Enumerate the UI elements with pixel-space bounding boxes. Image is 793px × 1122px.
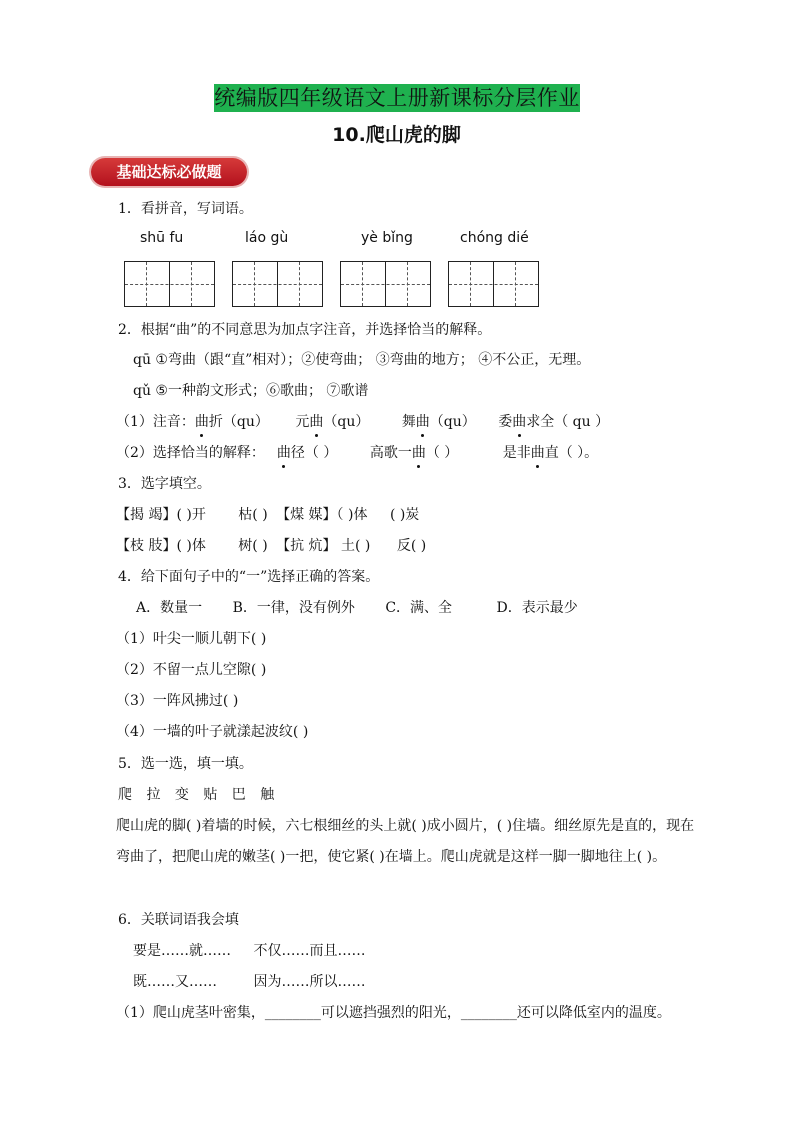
pinyin-1: shū fu — [140, 230, 184, 246]
q4-item-3: （3）一阵风拂过( ) — [116, 693, 239, 709]
q4-item-1: （1）叶尖一顺儿朝下( ) — [116, 631, 267, 647]
q3-l1-b: 枯( ) — [238, 507, 268, 523]
writing-grid-1[interactable] — [124, 261, 215, 307]
q2-title: 2．根据“曲”的不同意思为加点字注音，并选择恰当的解释。 — [118, 322, 492, 338]
q2-sub2-item-3: 是非曲直（ ）。 — [502, 445, 599, 461]
pinyin-2: láo gù — [245, 230, 289, 246]
q4-title: 4．给下面句子中的“一”选择正确的答案。 — [118, 569, 380, 585]
q4-item-2: （2）不留一点儿空隙( ) — [116, 662, 267, 678]
q3-l1-d: ( )炭 — [389, 507, 420, 523]
q2-meanings-qu1: qū ①弯曲（跟“直”相对）；②使弯曲； ③弯曲的地方； ④不公正，无理。 — [133, 352, 591, 368]
q5-title: 5．选一选，填一填。 — [118, 756, 253, 772]
q5-word-bank: 爬 拉 变 贴 巴 触 — [118, 787, 275, 803]
q3-l2-a: 【枝 肢】( )体 — [116, 538, 206, 554]
q6-conj-2: 不仅……而且…… — [253, 943, 366, 959]
q3-l1-a: 【揭 竭】( )开 — [116, 507, 206, 523]
q6-row-2 — [133, 972, 365, 992]
q3-l2-c: 【抗 炕】 土( ) — [276, 538, 371, 554]
q2-sub2-item-2: 高歌一曲（ ） — [369, 445, 459, 461]
q3-title: 3．选字填空。 — [118, 476, 211, 492]
q6-row-1 — [133, 941, 365, 961]
q2-sub1-item-3: 舞曲（qu） — [401, 414, 476, 430]
q6-item-1: （1）爬山虎茎叶密集，________可以遮挡强烈的阳光，________还可以降低室内的温度。 — [116, 1005, 671, 1021]
q4-option-b: B．一律，没有例外 — [232, 600, 355, 616]
q4-option-a: A．数量一 — [136, 600, 203, 616]
q6-title: 6．关联词语我会填 — [118, 912, 239, 928]
q5-passage: 爬山虎的脚( )着墙的时候，六七根细丝的头上就( )成小圆片，( )住墙。细丝原先是直的，现在弯曲了，把爬山虎的嫩茎( )一把，使它紧( )在墙上。爬山虎就是这样一脚一脚地往上( )。 — [116, 818, 695, 865]
series-title-banner: 统编版四年级语文上册新课标分层作业 — [214, 86, 580, 110]
q3-l2-d: 反( ) — [396, 538, 427, 554]
q2-sub1-item-4: 委曲求全（ qu ） — [498, 414, 610, 430]
q2-sub1 — [116, 412, 609, 432]
q4-item-4: （4）一墙的叶子就漾起波纹( ) — [116, 724, 309, 740]
writing-grid-3[interactable] — [340, 261, 431, 307]
q2-sub2-label: （2）选择恰当的解释： — [116, 445, 265, 461]
q4-option-d: D．表示最少 — [496, 600, 578, 616]
q4-options — [136, 598, 578, 618]
q6-conj-3: 既……又…… — [133, 974, 217, 990]
q2-sub2-item-1: 曲径（ ） — [276, 445, 338, 461]
writing-grid-4[interactable] — [448, 261, 539, 307]
q1-title: 1．看拼音，写词语。 — [118, 201, 253, 217]
q3-l1-c: 【煤 媒】（ )体 — [276, 507, 368, 523]
q2-meanings-qu3: qǔ ⑤一种韵文形式；⑥歌曲； ⑦歌谱 — [133, 383, 369, 399]
q2-sub1-item-1: 曲折（qu） — [194, 414, 269, 430]
q3-line-1 — [116, 505, 419, 525]
lesson-title: 10.爬山虎的脚 — [332, 124, 461, 146]
q2-sub1-item-2: 元曲（qu） — [295, 414, 370, 430]
writing-grid-2[interactable] — [232, 261, 323, 307]
pinyin-4: chóng dié — [460, 230, 529, 246]
q2-sub1-label: （1）注音： — [116, 414, 195, 430]
q6-conj-4: 因为……所以…… — [253, 974, 366, 990]
pinyin-3: yè bǐng — [361, 230, 413, 246]
section-badge: 基础达标必做题 — [91, 158, 247, 186]
q4-option-c: C．满、全 — [385, 600, 453, 616]
q2-sub2 — [116, 443, 598, 463]
q3-line-2 — [116, 536, 426, 556]
q3-l2-b: 树( ) — [238, 538, 268, 554]
q6-conj-1: 要是……就…… — [133, 943, 231, 959]
